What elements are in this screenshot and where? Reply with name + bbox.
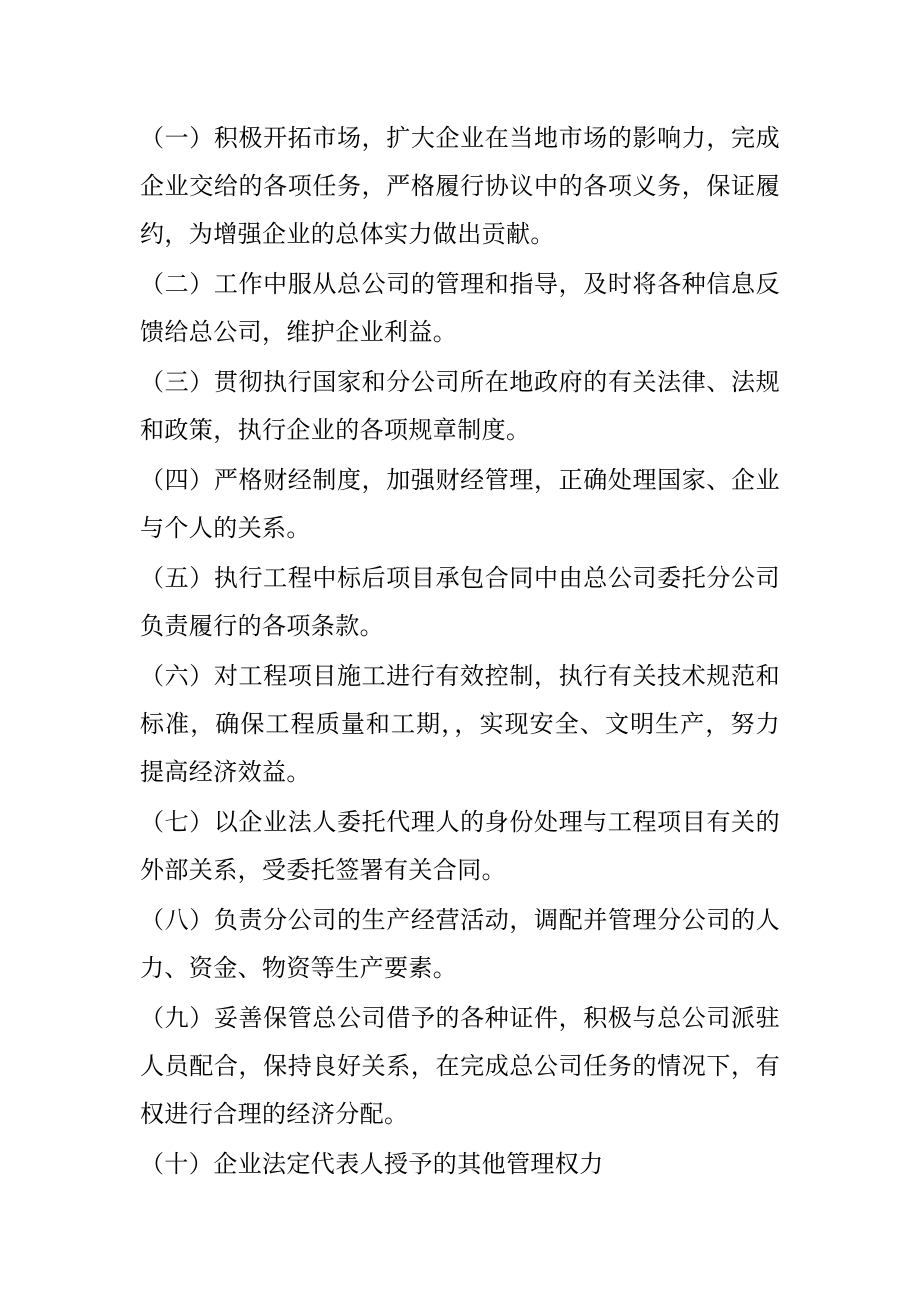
document-body bbox=[140, 114, 780, 1190]
paragraph-item-9: （九）妥善保管总公司借予的各种证件，积极与总公司派驻人员配合，保持良好关系，在完成总公司任务的情况下，有权进行合理的经济分配。 bbox=[140, 1004, 780, 1128]
paragraph-item-7: （七）以企业法人委托代理人的身份处理与工程项目有关的外部关系，受委托签署有关合同。 bbox=[140, 808, 780, 884]
paragraph-item-8: （八）负责分公司的生产经营活动，调配并管理分公司的人力、资金、物资等生产要素。 bbox=[140, 906, 780, 982]
paragraph-item-6: （六）对工程项目施工进行有效控制，执行有关技术规范和标准，确保工程质量和工期，，实现安全、文明生产，努力提高经济效益。 bbox=[140, 662, 780, 786]
paragraph-item-5: （五）执行工程中标后项目承包合同中由总公司委托分公司负责履行的各项条款。 bbox=[140, 564, 780, 640]
paragraph-item-4: （四）严格财经制度，加强财经管理，正确处理国家、企业与个人的关系。 bbox=[140, 466, 780, 542]
paragraph-item-3: （三）贯彻执行国家和分公司所在地政府的有关法律、法规和政策，执行企业的各项规章制度。 bbox=[140, 368, 780, 444]
paragraph-item-1: （一）积极开拓市场，扩大企业在当地市场的影响力，完成企业交给的各项任务，严格履行协议中的各项义务，保证履约，为增强企业的总体实力做出贡献。 bbox=[140, 124, 780, 248]
paragraph-item-2: （二）工作中服从总公司的管理和指导，及时将各种信息反馈给总公司，维护企业利益。 bbox=[140, 270, 780, 346]
paragraph-item-10: （十）企业法定代表人授予的其他管理权力 bbox=[140, 1150, 604, 1178]
